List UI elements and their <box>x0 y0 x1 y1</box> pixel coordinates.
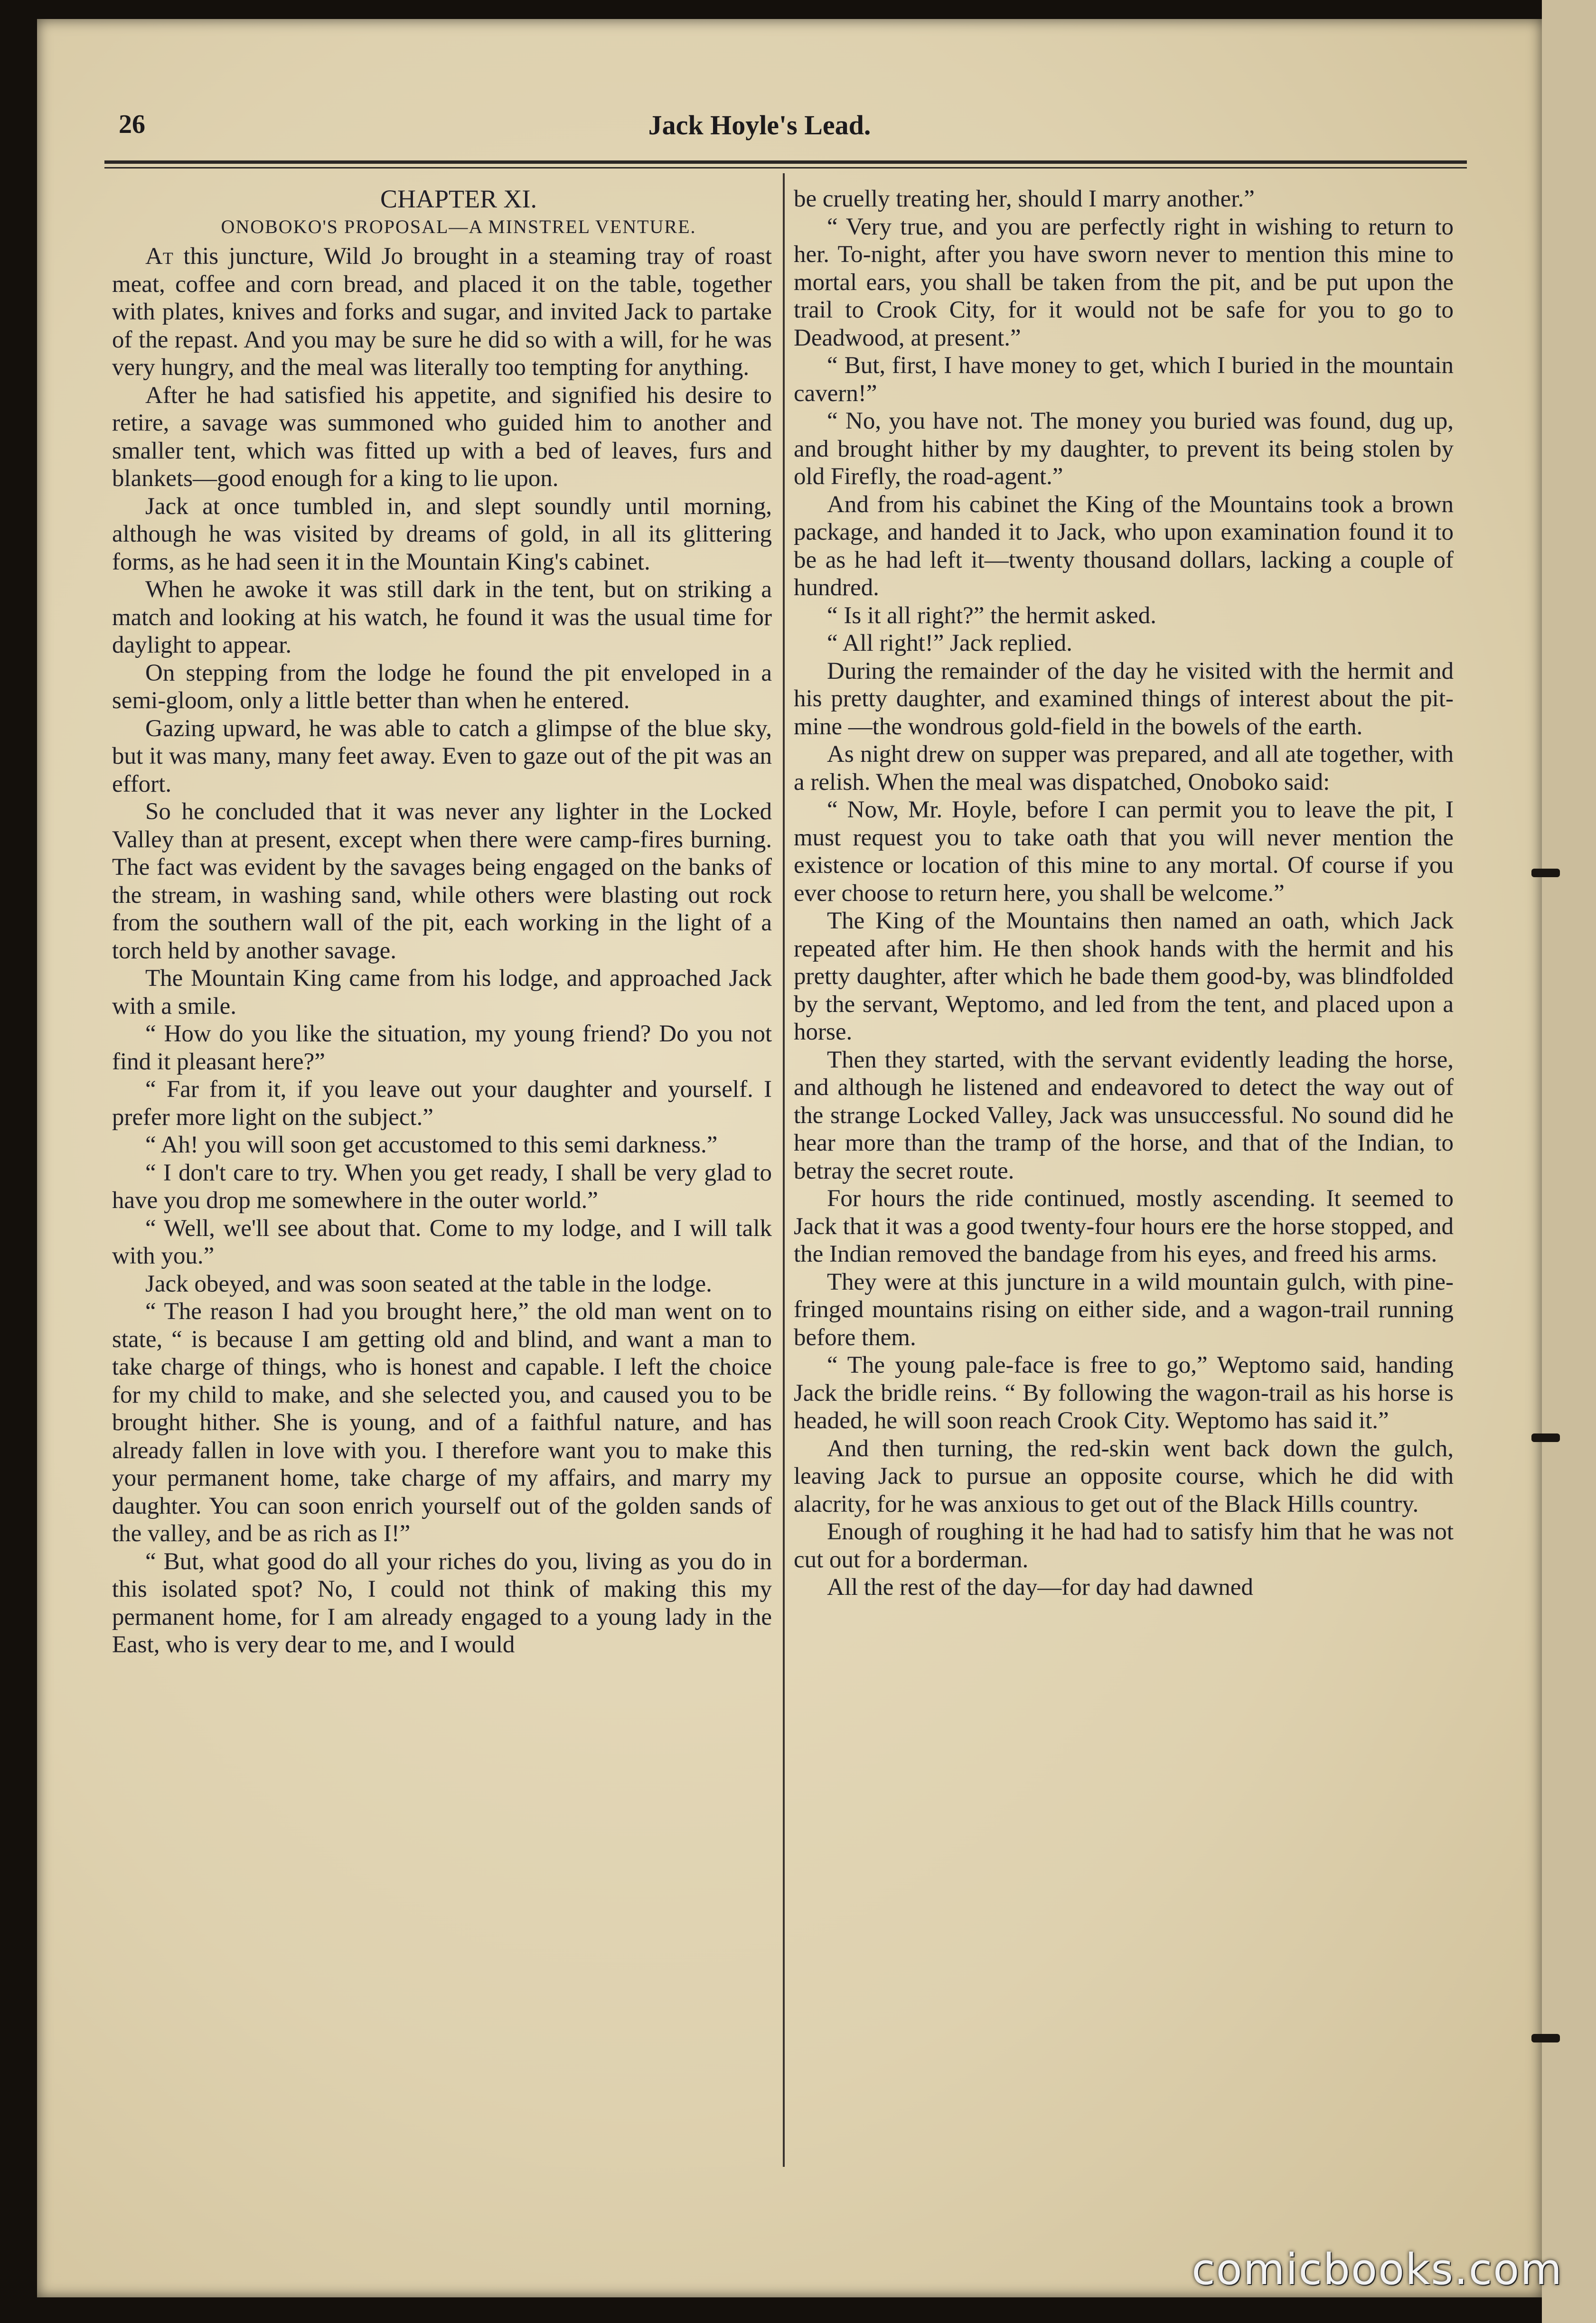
binding-stitch <box>1531 1433 1560 1442</box>
body-paragraph: “ No, you have not. The money you buried was found, dug up, and brought hither by my daughter, to prevent its being stolen by old Firefly, the road-agent.” <box>794 408 1454 490</box>
body-paragraph: “ Now, Mr. Hoyle, before I can permit you to leave the pit, I must request you to take oath that you will never mention the existence or location of this mine to any mortal. Of course if you ever choose to return here, you shall be welcome.” <box>794 796 1454 907</box>
column-divider <box>783 173 785 2167</box>
binding-stitch <box>1531 2034 1560 2042</box>
binding-spine <box>1542 0 1596 2323</box>
body-paragraph: Jack obeyed, and was soon seated at the table in the lodge. <box>145 1270 712 1297</box>
watermark-text: comicbooks.com <box>1192 2245 1563 2295</box>
body-paragraph: “ But, what good do all your riches do you, living as you do in this isolated spot? No, I could not think of making this my permanent home, for I am already engaged to a young lady in the East, who is very dear to me, and I would <box>112 1548 772 1658</box>
body-paragraph: For hours the ride continued, mostly ascending. It seemed to Jack that it was a good twenty-four hours ere the horse stopped, and the Indian removed the bandage from his eyes, and freed his arms. <box>794 1185 1454 1267</box>
body-paragraph: On stepping from the lodge he found the pit enveloped in a semi-gloom, only a little better than when he entered. <box>112 659 772 714</box>
body-paragraph: So he concluded that it was never any lighter in the Locked Valley than at present, except when there were camp-fires burning. The fact was evident by the savages being engaged on the banks of the stream, in washing sand, while others were blasting out rock from the southern wall of the pit, each working in the light of a torch held by another savage. <box>112 798 772 964</box>
continuation-paragraph: be cruelly treating her, should I marry another.” <box>794 186 1255 212</box>
body-paragraph: “ Very true, and you are perfectly right in wishing to return to her. To-night, after you have sworn never to mention this mine to mortal ears, you shall be taken from the pit, and be put upon the trail to Crook City, for it would not be safe for you to go to Deadwood, at present.” <box>794 213 1454 351</box>
body-paragraph: “ All right!” Jack replied. <box>827 630 1072 656</box>
body-paragraph: During the remainder of the day he visited with the hermit and his pretty daughter, and examined things of interest about the pit-mine —the wondrous gold-field in the bowels of the earth. <box>794 657 1454 740</box>
chapter-title: CHAPTER XI. <box>380 185 537 213</box>
opening-paragraph <box>112 243 772 382</box>
opening-text: this juncture, Wild Jo brought in a steaming tray of roast meat, coffee and corn bread, and placed it on the table, together with plates, knives and forks and sugar, and invited Jack to partake of the repast. And you may be sure he did so with a will, for he was very hungry, and the meal was literally too tempting for anything. <box>112 243 772 381</box>
body-paragraph: They were at this juncture in a wild mountain gulch, with pine-fringed mountains rising on either side, and a wagon-trail running before them. <box>794 1268 1454 1351</box>
body-paragraph: And then turning, the red-skin went back down the gulch, leaving Jack to pursue an opposite course, which he did with alacrity, for he was anxious to get out of the Black Hills country. <box>794 1435 1454 1517</box>
body-paragraph: All the rest of the day—for day had dawned <box>827 1574 1253 1601</box>
body-paragraph: Then they started, with the servant evidently leading the horse, and although he listened and endeavored to detect the way out of the strange Locked Valley, Jack was unsuccessful. No sound did he hear more than the tramp of the horse, and that of the Indian, to betray the secret route. <box>794 1046 1454 1184</box>
body-paragraph: “ Ah! you will soon get accustomed to this semi darkness.” <box>145 1132 718 1158</box>
body-paragraph: “ The young pale-face is free to go,” Weptomo said, handing Jack the bridle reins. “ By following the wagon-trail as his horse is headed, he will soon reach Crook City. Weptomo has said it.” <box>794 1352 1454 1434</box>
body-paragraph: Enough of roughing it he had had to satisfy him that he was not cut out for a borderman. <box>794 1518 1454 1573</box>
right-paragraphs <box>794 213 1454 1602</box>
header-rule-thick <box>104 160 1467 164</box>
running-title: Jack Hoyle's Lead. <box>648 110 871 141</box>
body-paragraph: When he awoke it was still dark in the tent, but on striking a match and looking at his watch, he found it was the usual time for daylight to appear. <box>112 576 772 658</box>
drop-word: At <box>145 243 173 270</box>
body-paragraph: “ Is it all right?” the hermit asked. <box>827 602 1156 629</box>
header-rule-thin <box>104 167 1467 169</box>
page-number: 26 <box>119 110 145 139</box>
binding-stitch <box>1531 869 1560 877</box>
left-paragraphs <box>112 382 772 1659</box>
page-header <box>76 109 1443 147</box>
body-paragraph: Jack at once tumbled in, and slept soundly until morning, although he was visited by dreams of gold, in all its glittering forms, as he had seen it in the Mountain King's cabinet. <box>112 493 772 575</box>
body-paragraph: “ Well, we'll see about that. Come to my lodge, and I will talk with you.” <box>112 1215 772 1269</box>
body-paragraph: “ How do you like the situation, my young friend? Do you not find it pleasant here?” <box>112 1021 772 1075</box>
body-paragraph: As night drew on supper was prepared, and all ate together, with a relish. When the meal was dispatched, Onoboko said: <box>794 741 1454 796</box>
chapter-subtitle: ONOBOKO'S PROPOSAL—A MINSTREL VENTURE. <box>221 215 696 237</box>
body-paragraph: The Mountain King came from his lodge, and approached Jack with a smile. <box>112 965 772 1020</box>
body-paragraph: “ But, first, I have money to get, which I buried in the mountain cavern!” <box>794 352 1454 407</box>
body-paragraph: “ Far from it, if you leave out your daughter and yourself. I prefer more light on the subject.” <box>112 1076 772 1131</box>
body-paragraph: Gazing upward, he was able to catch a glimpse of the blue sky, but it was many, many feet away. Even to gaze out of the pit was an effort. <box>112 715 772 797</box>
body-paragraph: And from his cabinet the King of the Mountains took a brown package, and handed it to Jack, who upon examination found it to be as he had left it—twenty thousand dollars, lacking a couple of hundred. <box>794 491 1454 601</box>
left-column <box>112 185 772 1659</box>
body-paragraph: “ I don't care to try. When you get ready, I shall be very glad to have you drop me somewhere in the outer world.” <box>112 1159 772 1214</box>
right-column <box>794 185 1454 1602</box>
body-paragraph: “ The reason I had you brought here,” the old man went on to state, “ is because I am getting old and blind, and want a man to take charge of things, who is honest and capable. I left the choice for my child to make, and she selected you, and caused you to be brought hither. She is young, and of a faithful nature, and has already fallen in love with you. I therefore want you to make this your permanent home, take charge of my affairs, and marry my daughter. You can soon enrich yourself out of the golden sands of the valley, and be as rich as I!” <box>112 1298 772 1547</box>
body-paragraph: The King of the Mountains then named an oath, which Jack repeated after him. He then shook hands with the hermit and his pretty daughter, after which he bade them good-by, was blindfolded by the servant, Weptomo, and led from the tent, and placed upon a horse. <box>794 908 1454 1045</box>
body-paragraph: After he had satisfied his appetite, and signified his desire to retire, a savage was summoned who guided him to another and smaller tent, which was fitted up with a bed of leaves, furs and blankets—good enough for a king to lie upon. <box>112 382 772 492</box>
